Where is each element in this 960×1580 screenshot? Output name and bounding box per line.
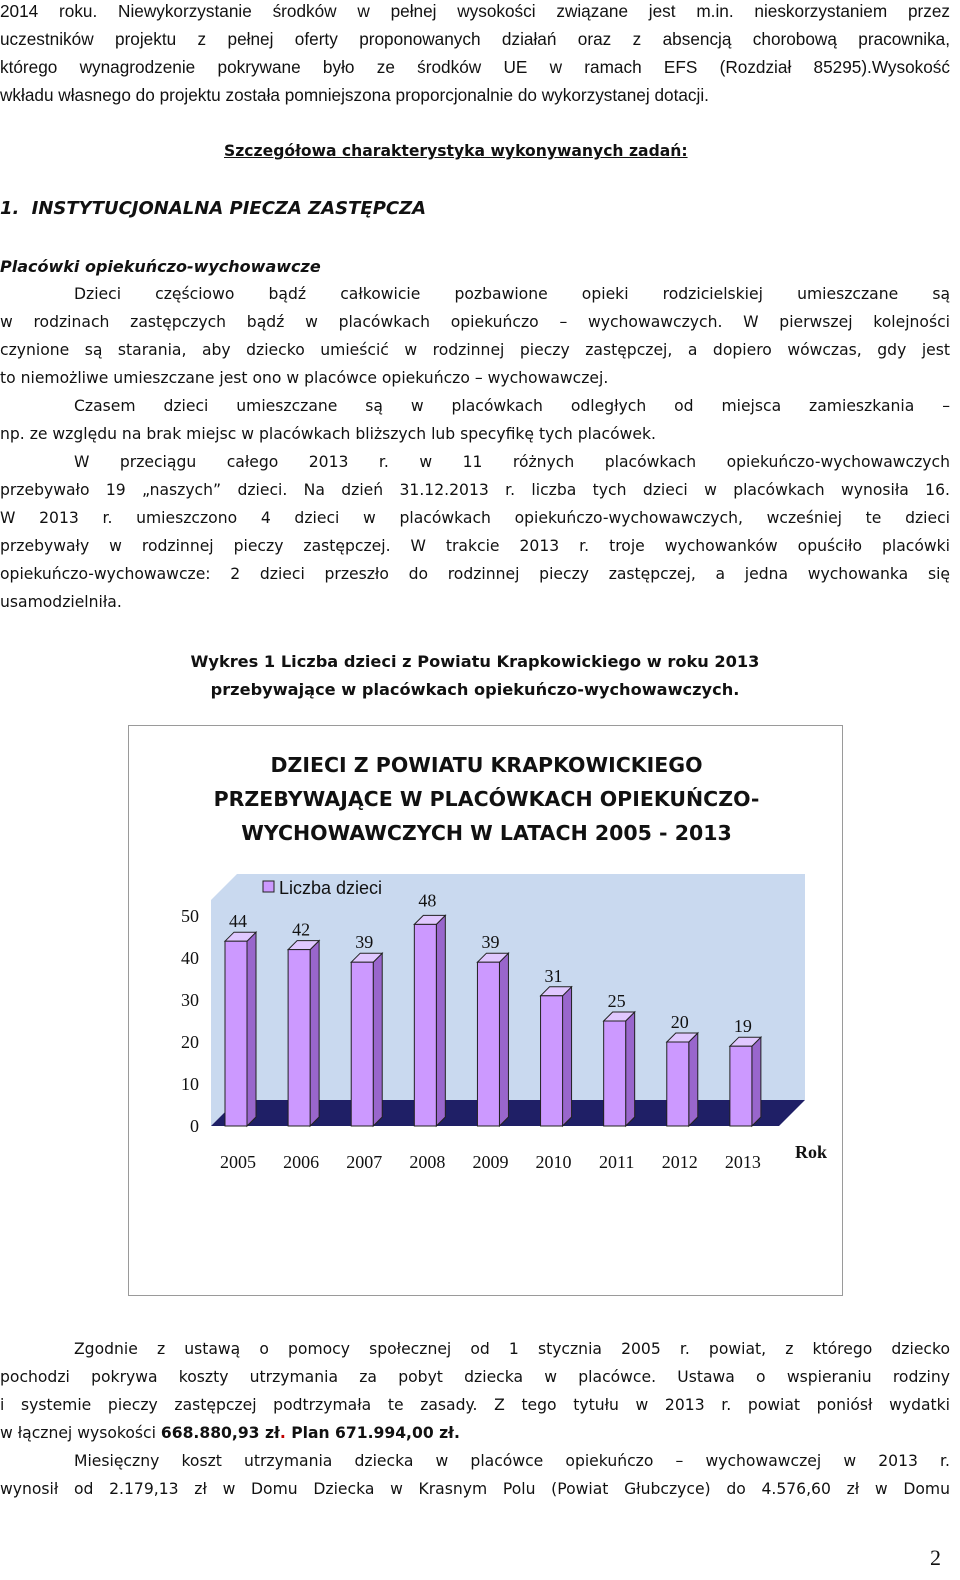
chart-title-line-2: PRZEBYWAJĄCE W PLACÓWKACH OPIEKUŃCZO- <box>213 787 760 811</box>
bar-value-label: 31 <box>544 965 563 986</box>
intro-line: 2014 roku. Niewykorzystanie środków w pełnej wysokości związane jest m.in. nieskorzystaniem przez <box>0 1 950 21</box>
x-axis-label: Rok <box>795 1142 828 1162</box>
section-number: 1. <box>0 198 20 219</box>
tasks-subheading: Szczegółowa charakterystyka wykonywanych zadań: <box>224 142 688 160</box>
x-tick-label: 2010 <box>535 1152 572 1172</box>
expense-dot: . <box>279 1424 286 1442</box>
bar <box>288 950 310 1126</box>
bar-value-label: 48 <box>418 890 437 911</box>
x-tick-label: 2009 <box>472 1152 509 1172</box>
intro-line: wkładu własnego do projektu została pomniejszona proporcjonalnie do wykorzystanej dotacji. <box>0 85 709 105</box>
y-tick-label: 0 <box>190 1116 199 1136</box>
bar <box>604 1021 626 1126</box>
body2-line: Zgodnie z ustawą o pomocy społecznej od 1 stycznia 2005 r. powiat, z którego dziecko <box>74 1340 950 1358</box>
chart-title-line-3: WYCHOWAWCZYCH W LATACH 2005 - 2013 <box>241 821 732 845</box>
bar <box>730 1046 752 1126</box>
body-line: opiekuńczo-wychowawcze: 2 dzieci przeszło do rodzinnej pieczy zastępczej, a jedna wychowanka się <box>0 565 950 583</box>
intro-line: uczestników projektu z pełnej oferty proponowanych działań oraz z absencją chorobową pracownika, <box>0 29 950 49</box>
expense-prefix: w łącznej wysokości <box>0 1424 161 1442</box>
bar-side <box>499 953 508 1126</box>
x-tick-label: 2006 <box>283 1152 320 1172</box>
body-line: przebywało 19 „naszych” dzieci. Na dzień 31.12.2013 r. liczba tych dzieci w placówkach wynosiła 16. <box>0 481 950 499</box>
bar-side <box>626 1012 635 1126</box>
bar-side <box>436 915 445 1126</box>
bar <box>225 941 247 1126</box>
y-tick-label: 30 <box>181 990 199 1010</box>
bar-value-label: 19 <box>733 1016 752 1037</box>
legend-swatch <box>263 881 274 892</box>
legend-label: Liczba dzieci <box>279 878 383 898</box>
x-tick-label: 2013 <box>724 1152 761 1172</box>
body-line: usamodzielniła. <box>0 593 122 611</box>
chart-caption-line-2: przebywające w placówkach opiekuńczo-wychowawczych. <box>210 680 740 699</box>
bar <box>351 962 373 1126</box>
page-number: 2 <box>930 1545 941 1570</box>
x-tick-label: 2011 <box>598 1152 635 1172</box>
body-line: przebywały w rodzinnej pieczy zastępczej. W trakcie 2013 r. troje wychowanków opuściło placówki <box>0 537 950 555</box>
chart-caption-line-1: Wykres 1 Liczba dzieci z Powiatu Krapkowickiego w roku 2013 <box>190 652 760 671</box>
bar-side <box>310 941 319 1126</box>
body-line: W przeciągu całego 2013 r. w 11 różnych placówkach opiekuńczo-wychowawczych <box>74 453 950 471</box>
bar <box>477 962 499 1126</box>
y-tick-label: 20 <box>181 1032 199 1052</box>
bar-value-label: 39 <box>481 932 500 953</box>
expense-line <box>0 1422 950 1444</box>
bar-side <box>752 1037 761 1126</box>
bar-side <box>563 987 572 1126</box>
body-line: w rodzinach zastępczych bądź w placówkach opiekuńczo – wychowawczych. W pierwszej kolejności <box>0 313 950 331</box>
x-tick-label: 2008 <box>409 1152 446 1172</box>
body-line: W 2013 r. umieszczono 4 dzieci w placówkach opiekuńczo-wychowawczych, wcześniej te dzieci <box>0 509 950 527</box>
section-heading <box>0 197 426 221</box>
body-line: Dzieci częściowo bądź całkowicie pozbawione opieki rodzicielskiej umieszczane są <box>74 285 950 303</box>
body-line: np. ze względu na brak miejsc w placówkach bliższych lub specyfikę tych placówek. <box>0 425 656 443</box>
bar-side <box>247 932 256 1126</box>
bar-value-label: 44 <box>229 911 247 932</box>
body2-line: pochodzi pokrywa koszty utrzymania za pobyt dziecka w placówce. Ustawa o wspieraniu rodziny <box>0 1368 950 1386</box>
bar <box>541 996 563 1126</box>
bar <box>667 1042 689 1126</box>
y-tick-label: 50 <box>181 906 199 926</box>
bar <box>414 924 436 1126</box>
body2-line: i systemie pieczy zastępczej podtrzymała te zasady. Z tego tytułu w 2013 r. powiat poniósł wydatki <box>0 1396 950 1414</box>
expense-amount: 668.880,93 zł <box>160 1424 280 1442</box>
x-tick-label: 2005 <box>220 1152 256 1172</box>
section-title: INSTYTUCJONALNA PIECZA ZASTĘPCZA <box>31 198 427 219</box>
body-line: to niemożliwe umieszczane jest ono w placówce opiekuńczo – wychowawczej. <box>0 369 609 387</box>
bar-side <box>373 953 382 1126</box>
monthly-cost-line: wynosił od 2.179,13 zł w Domu Dziecka w Krasnym Polu (Powiat Głubczyce) do 4.576,60 zł w Domu <box>0 1480 950 1498</box>
chart-frame <box>128 725 843 1296</box>
placowki-heading: Placówki opiekuńczo-wychowawcze <box>0 257 321 276</box>
expense-plan: Plan 671.994,00 zł. <box>285 1424 460 1442</box>
bar-chart <box>129 726 842 1295</box>
x-tick-label: 2012 <box>661 1152 698 1172</box>
chart-title-line-1: DZIECI Z POWIATU KRAPKOWICKIEGO <box>270 753 703 777</box>
body-line: Czasem dzieci umieszczane są w placówkach odległych od miejsca zamieszkania – <box>74 397 950 415</box>
bar-value-label: 25 <box>607 991 626 1011</box>
bar-value-label: 39 <box>355 932 374 953</box>
body-line: czynione są starania, aby dziecko umieścić w rodzinnej pieczy zastępczej, a dopiero wówczas, gdy jest <box>0 341 950 359</box>
y-tick-label: 40 <box>181 948 199 968</box>
intro-line: którego wynagrodzenie pokrywane było ze środków UE w ramach EFS (Rozdział 85295).Wysokość <box>0 57 950 77</box>
x-tick-label: 2007 <box>346 1152 383 1172</box>
bar-value-label: 20 <box>670 1012 689 1032</box>
monthly-cost-line: Miesięczny koszt utrzymania dziecka w placówce opiekuńczo – wychowawczej w 2013 r. <box>74 1452 950 1470</box>
bar-side <box>689 1033 698 1126</box>
y-tick-label: 10 <box>181 1074 199 1094</box>
bar-value-label: 42 <box>292 919 311 940</box>
